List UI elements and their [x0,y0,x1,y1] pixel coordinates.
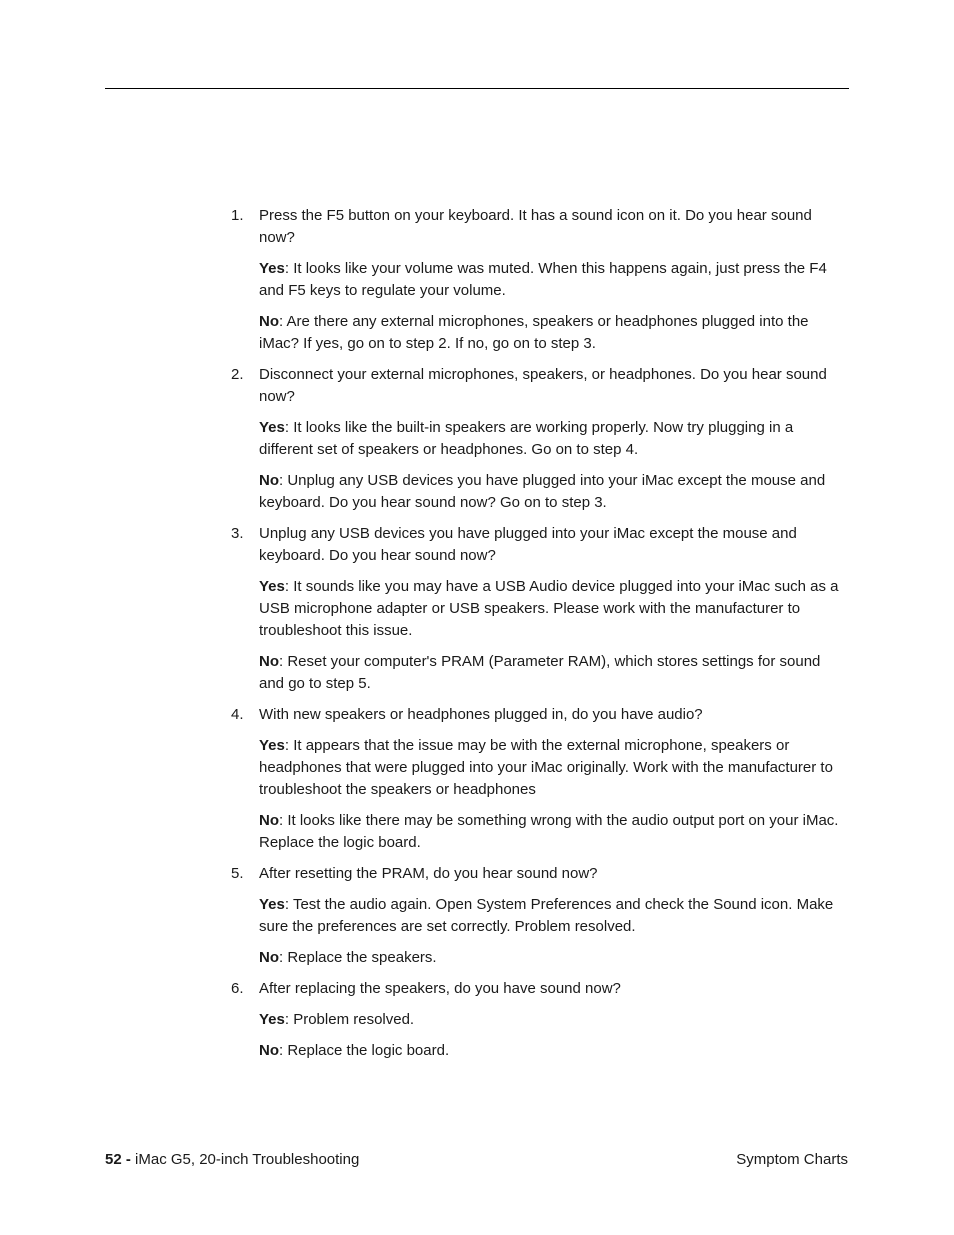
no-answer [259,1040,848,1062]
document-title: iMac G5, 20-inch Troubleshooting [130,1151,360,1168]
footer-section-title: Symptom Charts [736,1151,848,1168]
step-question: Unplug any USB devices you have plugged into your iMac except the mouse and keyboard. Do you hear sound now? [259,525,797,564]
step-5 [231,863,848,969]
yes-answer [259,576,848,642]
no-text: : It looks like there may be something wrong with the audio output port on your iMac. Replace the logic board. [259,812,839,851]
step-question: After resetting the PRAM, do you hear sound now? [259,865,598,882]
step-1 [231,205,848,355]
step-4 [231,704,848,854]
yes-answer [259,417,848,461]
step-number: 6. [231,980,244,997]
yes-answer [259,1009,848,1031]
yes-label: Yes [259,896,285,913]
footer-left [105,1150,359,1170]
step-number: 5. [231,865,244,882]
page-number: 52 - [105,1151,131,1168]
step-question: With new speakers or headphones plugged in, do you have audio? [259,706,703,723]
yes-text: : It appears that the issue may be with the external microphone, speakers or headphones that were plugged into your iMac originally. Work with the manufacturer to troubleshoot the speakers or headphones [259,737,833,798]
no-text: : Unplug any USB devices you have plugged into your iMac except the mouse and keyboard. Do you hear sound now? Go on to step 3. [259,472,826,511]
step-2 [231,364,848,514]
yes-label: Yes [259,260,285,277]
yes-text: : It sounds like you may have a USB Audio device plugged into your iMac such as a USB microphone adapter or USB speakers. Please work with the manufacturer to troubleshoot this issue. [259,578,839,639]
step-6 [231,978,848,1062]
yes-label: Yes [259,1011,285,1028]
no-text: : Reset your computer's PRAM (Parameter RAM), which stores settings for sound and go to step 5. [259,653,821,692]
yes-answer [259,894,848,938]
no-label: No [259,812,279,829]
no-label: No [259,313,279,330]
yes-label: Yes [259,578,285,595]
no-answer [259,651,848,695]
step-question: After replacing the speakers, do you have sound now? [259,980,621,997]
header-rule [105,88,849,89]
yes-answer [259,735,848,801]
yes-text: : Test the audio again. Open System Preferences and check the Sound icon. Make sure the preferences are set correctly. Problem resolved. [259,896,834,935]
yes-label: Yes [259,737,285,754]
step-question: Disconnect your external microphones, speakers, or headphones. Do you hear sound now? [259,366,827,405]
step-question: Press the F5 button on your keyboard. It has a sound icon on it. Do you hear sound now? [259,207,812,246]
no-label: No [259,1042,279,1059]
step-number: 4. [231,706,244,723]
no-answer [259,470,848,514]
step-3 [231,523,848,695]
steps-list [231,205,848,1071]
yes-answer [259,258,848,302]
yes-text: : It looks like the built-in speakers are working properly. Now try plugging in a different set of speakers or headphones. Go on to step 4. [259,419,794,458]
yes-text: : Problem resolved. [284,1011,415,1028]
step-number: 2. [231,366,244,383]
yes-text: : It looks like your volume was muted. When this happens again, just press the F4 and F5 keys to regulate your volume. [259,260,827,299]
step-number: 1. [231,207,244,224]
no-answer [259,947,848,969]
yes-label: Yes [259,419,285,436]
no-label: No [259,472,279,489]
no-label: No [259,949,279,966]
no-text: : Replace the logic board. [279,1042,450,1059]
no-answer [259,311,848,355]
step-number: 3. [231,525,244,542]
no-text: : Replace the speakers. [279,949,437,966]
no-label: No [259,653,279,670]
no-answer [259,810,848,854]
no-text: : Are there any external microphones, speakers or headphones plugged into the iMac? If yes, go on to step 2. If no, go on to step 3. [259,313,809,352]
